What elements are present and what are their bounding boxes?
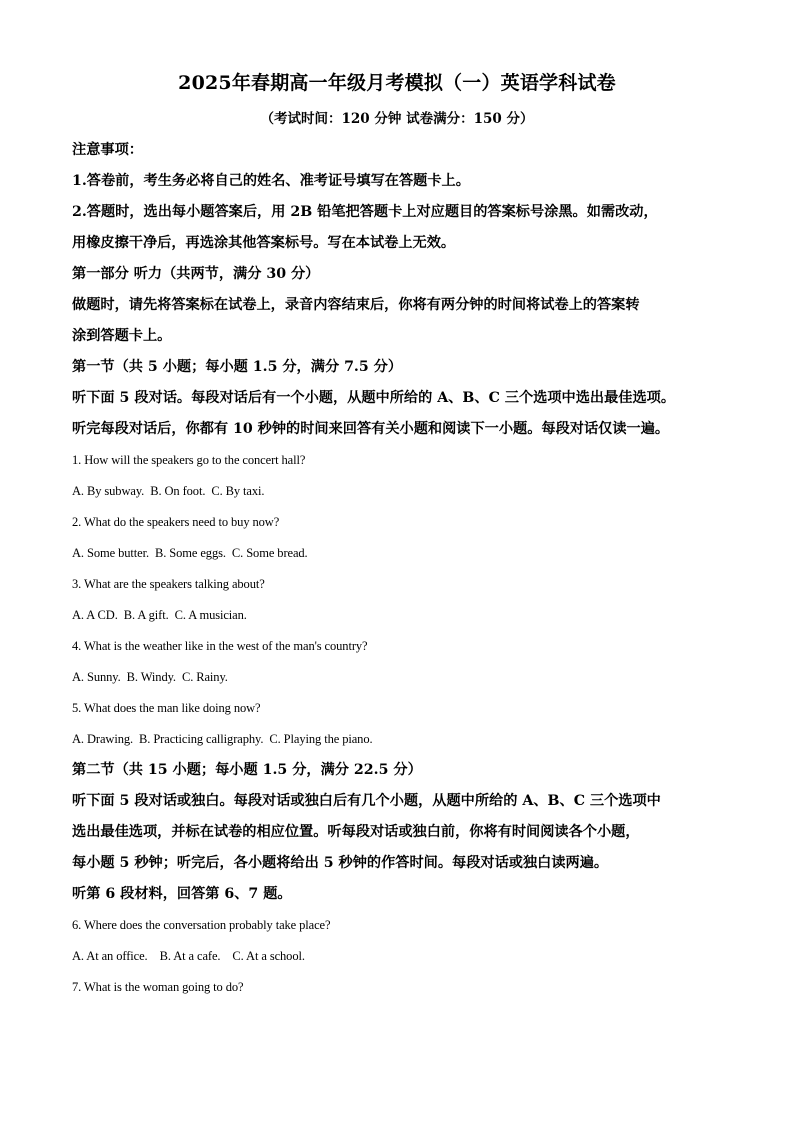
option-a: A. By subway.: [72, 484, 145, 498]
option-a: A. Some butter.: [72, 546, 149, 560]
option-b: B. Practicing calligraphy.: [139, 732, 264, 746]
option-c: C. Some bread.: [231, 546, 308, 560]
question-7: 7. What is the woman going to do?: [72, 980, 244, 994]
section2-heading: 第二节（共 15 小题；每小题 1.5 分，满分 22.5 分）: [72, 762, 422, 778]
option-b: B. At a cafe.: [159, 949, 221, 963]
question-4: 4. What is the weather like in the west of the man's country?: [72, 639, 368, 653]
option-c: C. A musician.: [174, 608, 247, 622]
option-a: A. Sunny.: [72, 670, 121, 684]
option-a: A. At an office.: [72, 949, 148, 963]
notice-item-1: 1.答卷前，考生务必将自己的姓名、准考证号填写在答题卡上。: [72, 173, 470, 189]
option-b: B. On foot.: [150, 484, 206, 498]
section2-instruction-line-2: 选出最佳选项，并标在试卷的相应位置。听每段对话或独白前，你将有时间阅读各个小题，: [72, 824, 640, 840]
option-c: C. Playing the piano.: [269, 732, 373, 746]
exam-info-subtitle: （考试时间：120 分钟 试卷满分：150 分）: [260, 111, 534, 127]
group-instruction: 听第 6 段材料，回答第 6、7 题。: [72, 886, 292, 902]
question-5: 5. What does the man like doing now?: [72, 701, 261, 715]
option-b: B. Windy.: [126, 670, 176, 684]
question-1: 1. How will the speakers go to the concert hall?: [72, 453, 306, 467]
part1-instruction-line-2: 涂到答题卡上。: [72, 328, 172, 344]
option-b: B. A gift.: [123, 608, 169, 622]
section2-instruction-line-1: 听下面 5 段对话或独白。每段对话或独白后有几个小题，从题中所给的 A、B、C 三个选项中: [72, 793, 661, 809]
section1-instruction-line-1: 听下面 5 段对话。每段对话后有一个小题，从题中所给的 A、B、C 三个选项中选出最佳选项。: [72, 390, 676, 406]
option-a: A. Drawing.: [72, 732, 134, 746]
question-3: 3. What are the speakers talking about?: [72, 577, 265, 591]
part1-heading: 第一部分 听力（共两节，满分 30 分）: [72, 266, 320, 282]
section1-heading: 第一节（共 5 小题；每小题 1.5 分，满分 7.5 分）: [72, 359, 403, 375]
option-a: A. A CD.: [72, 608, 118, 622]
question-6-options: [72, 941, 722, 972]
question-2-options: [72, 538, 722, 569]
question-4-options: [72, 662, 722, 693]
option-c: C. At a school.: [232, 949, 305, 963]
question-5-options: [72, 724, 722, 755]
section2-instruction-line-3: 每小题 5 秒钟；听完后，各小题将给出 5 秒钟的作答时间。每段对话或独白读两遍。: [72, 855, 609, 871]
option-c: C. By taxi.: [211, 484, 265, 498]
question-1-options: [72, 476, 722, 507]
notice-item-2-line-1: 2.答题时，选出每小题答案后，用 2B 铅笔把答题卡上对应题目的答案标号涂黑。如需改动，: [72, 204, 658, 220]
section1-instruction-line-2: 听完每段对话后，你都有 10 秒钟的时间来回答有关小题和阅读下一小题。每段对话仅读一遍。: [72, 421, 670, 437]
question-3-options: [72, 600, 722, 631]
page-title: 2025年春期高一年级月考模拟（一）英语学科试卷: [178, 72, 616, 94]
option-b: B. Some eggs.: [154, 546, 226, 560]
notice-heading: 注意事项：: [72, 142, 143, 158]
notice-item-2-line-2: 用橡皮擦干净后，再选涂其他答案标号。写在本试卷上无效。: [72, 235, 456, 251]
part1-instruction-line-1: 做题时，请先将答案标在试卷上，录音内容结束后，你将有两分钟的时间将试卷上的答案转: [72, 297, 640, 313]
question-6: 6. Where does the conversation probably take place?: [72, 918, 331, 932]
question-2: 2. What do the speakers need to buy now?: [72, 515, 280, 529]
option-c: C. Rainy.: [181, 670, 228, 684]
